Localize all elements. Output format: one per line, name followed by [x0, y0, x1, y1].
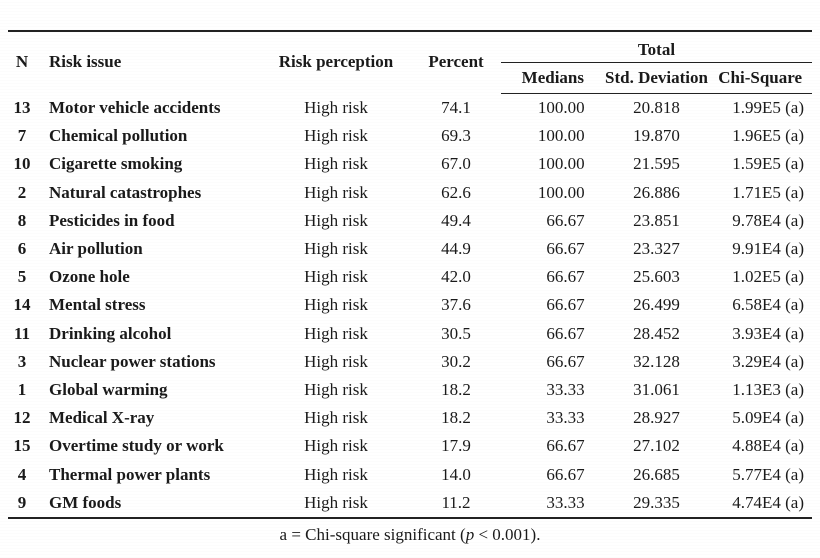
row-chi-square: 6.58E4 (a) — [732, 295, 804, 315]
row-risk-perception: High risk — [304, 267, 368, 287]
col-header-chi-square: Chi-Square — [708, 63, 812, 94]
row-percent: 37.6 — [441, 295, 471, 315]
table-row — [8, 432, 812, 460]
table-row — [8, 320, 812, 348]
row-std-deviation: 28.927 — [633, 408, 680, 428]
row-risk-issue: Natural catastrophes — [49, 182, 202, 202]
row-risk-issue: Chemical pollution — [49, 126, 188, 146]
row-n: 9 — [8, 489, 36, 518]
row-median: 66.67 — [546, 267, 585, 287]
row-std-deviation: 27.102 — [633, 436, 680, 456]
table-row — [8, 179, 812, 207]
table-row — [8, 489, 812, 518]
row-percent: 30.5 — [441, 323, 471, 343]
col-header-total: Total — [501, 31, 812, 63]
row-std-deviation: 23.851 — [633, 210, 680, 230]
row-percent: 62.6 — [441, 182, 471, 202]
table-row — [8, 122, 812, 150]
row-chi-square: 5.09E4 (a) — [732, 408, 804, 428]
row-risk-issue: Thermal power plants — [49, 464, 211, 484]
footnote-p: p — [465, 525, 475, 544]
row-n: 13 — [13, 97, 31, 117]
col-header-medians: Medians — [501, 63, 605, 94]
row-n: 4 — [17, 464, 27, 484]
row-n: 14 — [13, 295, 31, 315]
row-n: 2 — [17, 182, 27, 202]
row-median: 33.33 — [546, 379, 585, 399]
row-n: 12 — [13, 408, 31, 428]
row-median: 100.00 — [537, 98, 585, 118]
row-risk-perception: High risk — [304, 210, 368, 230]
row-median: 66.67 — [546, 323, 585, 343]
table-row — [8, 348, 812, 376]
row-median: 100.00 — [537, 126, 585, 146]
row-risk-issue: Ozone hole — [49, 267, 130, 287]
row-percent: 67.0 — [441, 154, 471, 174]
row-chi-square: 1.96E5 (a) — [732, 126, 804, 146]
row-chi-square: 1.71E5 (a) — [732, 182, 804, 202]
row-median: 100.00 — [537, 182, 585, 202]
row-n: 7 — [17, 126, 27, 146]
footnote-prefix: a = Chi-square significant ( — [279, 525, 466, 544]
row-n: 3 — [17, 351, 27, 371]
row-risk-issue: Medical X-ray — [49, 408, 155, 428]
row-std-deviation: 28.452 — [633, 323, 680, 343]
row-risk-perception: High risk — [304, 239, 368, 259]
footnote-suffix: < 0.001). — [474, 525, 541, 544]
row-percent: 18.2 — [441, 379, 471, 399]
row-chi-square: 3.29E4 (a) — [732, 351, 804, 371]
row-percent: 17.9 — [441, 436, 471, 456]
row-risk-issue: Nuclear power stations — [49, 351, 216, 371]
risk-perception-table — [8, 30, 812, 519]
row-std-deviation: 19.870 — [633, 126, 680, 146]
row-median: 33.33 — [501, 489, 605, 518]
row-median: 66.67 — [546, 436, 585, 456]
row-risk-perception: High risk — [304, 126, 368, 146]
row-median: 66.67 — [546, 464, 585, 484]
row-median: 66.67 — [546, 351, 585, 371]
col-header-n: N — [8, 31, 36, 94]
row-std-deviation: 20.818 — [633, 98, 680, 118]
row-risk-perception: High risk — [304, 323, 368, 343]
row-std-deviation: 25.603 — [633, 267, 680, 287]
row-risk-perception: High risk — [304, 154, 368, 174]
row-chi-square: 1.02E5 (a) — [732, 267, 804, 287]
row-n: 10 — [13, 154, 31, 174]
row-chi-square: 4.74E4 (a) — [708, 489, 812, 518]
row-risk-perception: High risk — [304, 351, 368, 371]
header-row-top — [8, 31, 812, 63]
footnote — [0, 525, 820, 545]
row-risk-issue: GM foods — [36, 489, 261, 518]
row-median: 33.33 — [546, 408, 585, 428]
row-n: 11 — [13, 323, 31, 343]
row-percent: 69.3 — [441, 126, 471, 146]
row-percent: 74.1 — [441, 97, 471, 117]
row-n: 6 — [17, 239, 27, 259]
row-risk-issue: Overtime study or work — [49, 436, 224, 456]
row-percent: 11.2 — [411, 489, 501, 518]
row-risk-issue: Drinking alcohol — [49, 323, 172, 343]
row-n: 5 — [17, 267, 27, 287]
table-row — [8, 376, 812, 404]
table-row — [8, 94, 812, 123]
row-chi-square: 1.59E5 (a) — [732, 154, 804, 174]
row-chi-square: 5.77E4 (a) — [732, 464, 804, 484]
row-risk-perception: High risk — [304, 408, 368, 428]
row-n: 8 — [17, 210, 27, 230]
table-row — [8, 235, 812, 263]
table-row — [8, 404, 812, 432]
row-risk-issue: Cigarette smoking — [49, 154, 183, 174]
row-risk-perception: High risk — [304, 436, 368, 456]
row-percent: 30.2 — [441, 351, 471, 371]
row-std-deviation: 32.128 — [633, 351, 680, 371]
row-chi-square: 1.13E3 (a) — [732, 379, 804, 399]
row-chi-square: 3.93E4 (a) — [732, 323, 804, 343]
row-risk-perception: High risk — [304, 464, 368, 484]
row-n: 15 — [13, 436, 31, 456]
table-row — [8, 150, 812, 178]
row-percent: 18.2 — [441, 408, 471, 428]
col-header-std-deviation: Std. Deviation — [605, 63, 709, 94]
row-percent: 14.0 — [441, 464, 471, 484]
row-percent: 49.4 — [441, 210, 471, 230]
row-median: 66.67 — [546, 210, 585, 230]
risk-table-container — [8, 30, 812, 519]
row-median: 66.67 — [546, 295, 585, 315]
row-median: 66.67 — [546, 239, 585, 259]
row-std-deviation: 26.886 — [633, 182, 680, 202]
row-risk-issue: Motor vehicle accidents — [49, 97, 221, 117]
row-chi-square: 4.88E4 (a) — [732, 436, 804, 456]
row-std-deviation: 21.595 — [633, 154, 680, 174]
row-risk-issue: Air pollution — [49, 239, 143, 259]
col-header-risk-issue: Risk issue — [36, 31, 261, 94]
row-median: 100.00 — [537, 154, 585, 174]
row-risk-perception: High risk — [304, 97, 368, 117]
table-header — [8, 31, 812, 94]
row-std-deviation: 29.335 — [605, 489, 709, 518]
row-risk-perception: High risk — [261, 489, 411, 518]
row-risk-perception: High risk — [304, 295, 368, 315]
row-chi-square: 9.91E4 (a) — [732, 239, 804, 259]
table-row — [8, 207, 812, 235]
row-n: 1 — [17, 379, 27, 399]
row-chi-square: 9.78E4 (a) — [732, 210, 804, 230]
table-row — [8, 291, 812, 319]
row-percent: 44.9 — [441, 239, 471, 259]
table-body — [8, 94, 812, 518]
row-risk-perception: High risk — [304, 182, 368, 202]
row-std-deviation: 31.061 — [633, 379, 680, 399]
row-chi-square: 1.99E5 (a) — [732, 98, 804, 118]
col-header-percent: Percent — [411, 31, 501, 94]
row-std-deviation: 26.499 — [633, 295, 680, 315]
row-risk-issue: Global warming — [49, 379, 168, 399]
col-header-risk-perception: Risk perception — [261, 31, 411, 94]
row-std-deviation: 26.685 — [633, 464, 680, 484]
row-risk-issue: Mental stress — [49, 295, 146, 315]
row-risk-perception: High risk — [304, 379, 368, 399]
table-row — [8, 460, 812, 488]
row-risk-issue: Pesticides in food — [49, 210, 175, 230]
row-std-deviation: 23.327 — [633, 239, 680, 259]
table-row — [8, 263, 812, 291]
row-percent: 42.0 — [441, 267, 471, 287]
